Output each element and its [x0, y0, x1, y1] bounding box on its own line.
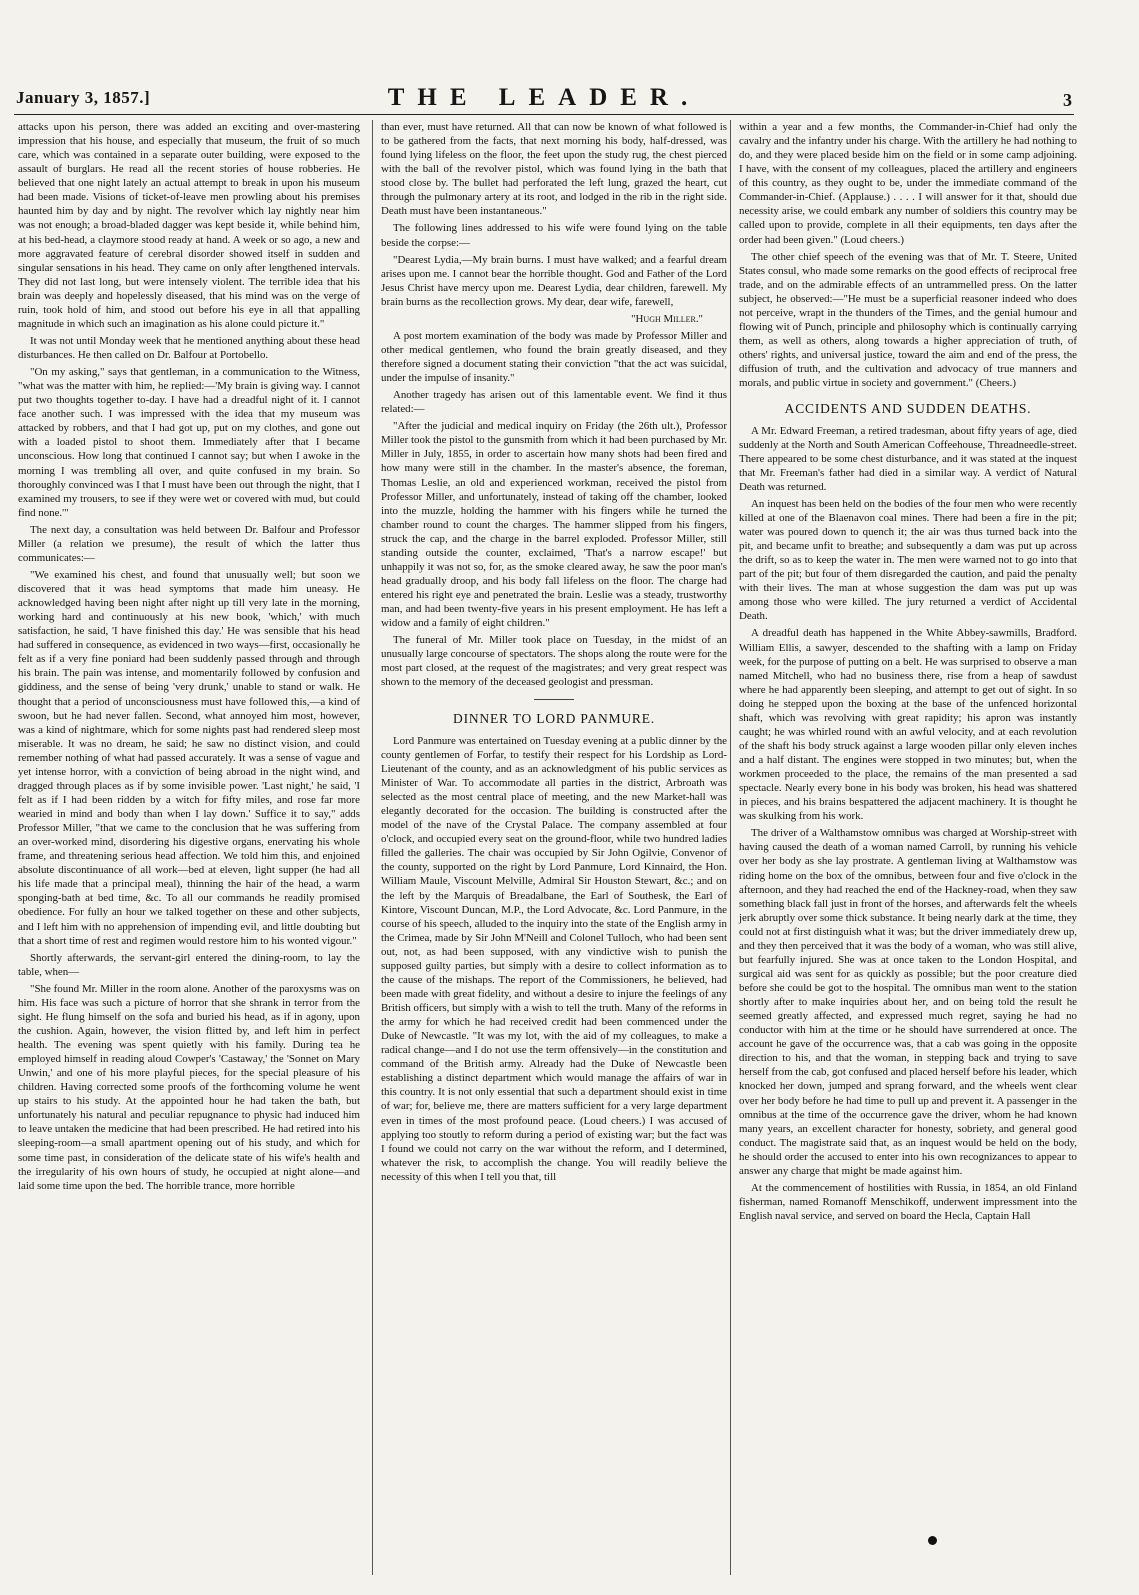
column-2 — [372, 120, 727, 1575]
paragraph: within a year and a few months, the Commander-in-Chief had only the cavalry and the infantry under his charge. With the artillery he had nothing to do, and they were placed beside him on the field or in some camp adjoining. I have, with the consent of my colleagues, placed the artillery and engineers of this country, as they ought to be, under the immediate command of the Commander-in-Chief. (Applause.) . . . . I will answer for it that, should due necessity arise, we could embark any number of soldiers this country may be called upon to provide, complete in all their equipments, ten days after the order had been given." (Loud cheers.) — [739, 121, 1077, 246]
paragraph: Lord Panmure was entertained on Tuesday evening at a public dinner by the county gentlemen of Forfar, to testify their respect for his Lordship as Lord-Lieutenant of the county, and as an acknowledgment of his public services as Minister of War. To accommodate all parties in the district, Arbroath was selected as the most central place of meeting, and the new Market-hall was elegantly decorated for the occasion. The building is constructed after the model of the nave of the Crystal Palace. The company assembled at four o'clock, and occupied every seat on the ground-floor, while two hundred ladies filled the galleries. The chair was occupied by Sir John Ogilvie, Convenor of the county, supported on the right by Lord Panmure, Lord Kinnaird, the Hon. William Maule, Viscount Melville, Admiral Sir Houston Stewart, &c.; and on the left by the Marquis of Breadalbane, the Earl of Southesk, the Earl of Kintore, Viscount Duncan, M.P., the Lord Advocate, &c. Lord Panmure, in the course of his speech, alluded to the inquiry into the state of the English army in the Crimea, made by Sir John M'Neill and Colonel Tulloch, who had been sent out, not, as had been supposed, with any vindictive wish to punish the supposed guilty parties, but simply with a desire to collect information as to the cause of the mishaps. The report of the Commissioners, he believed, had been made with great fidelity, and without a desire to injure the feelings of any British officers, but simply with a wish to tell the truth. Many of the reforms in the army for which he had received credit had been commenced under the Duke of Newcastle. "It was my lot, with the aid of my colleagues, to make a radical change—and I do not use the term offensively—in the constitution and command of the British army. Already had the Duke of Newcastle been establishing a distinct department which would manage the affairs of war in this country. It is not only essential that such a department should exist in time of war; for, believe me, there are matters sufficient for a very large department even in times of the most profound peace. (Loud cheers.) I was accused of applying too stoutly to reform during a period of existing war; but the fact was I found we could not carry on the war without the reform, and I determined, whatever the risk, to accomplish the change. You will readily believe the necessity of this when I tell you that, till — [381, 734, 727, 1183]
paragraph: The following lines addressed to his wife were found lying on the table beside the corpse:— — [381, 222, 727, 249]
paragraph: The other chief speech of the evening was that of Mr. T. Steere, United States consul, who made some remarks on the good effects of reciprocal free trade, and on the admirable effects of an untrammelled press. On the latter subject, he observed:—"He must be a superficial reasoner indeed who does not perceive, wrapt in the thunders of the Times, and the genial humour and flowing wit of Punch, principle and philosophy which is continually carrying them, as well as others, along towards a higher appreciation of truth, of others' rights, and universal justice, toward the aim and end of the press, the diffusion of truth, and the cultivation and advocacy of true manners and morals, and public virtue in society and government." (Cheers.) — [739, 250, 1077, 390]
masthead-title: THE LEADER. — [387, 84, 701, 111]
paragraph: At the commencement of hostilities with Russia, in 1854, an old Finland fisherman, named Romanoff Menschikoff, underwent impressment into the English naval service, and served on board the Hecla, Captain Hall — [739, 1181, 1077, 1223]
column-3 — [730, 120, 1077, 1575]
paragraph: The next day, a consultation was held between Dr. Balfour and Professor Miller (a relation we presume), the result of which the latter thus communicates:— — [18, 523, 360, 564]
paragraph: "On my asking," says that gentleman, in a communication to the Witness, "what was the matter with him, he replied:—'My brain is giving way. I cannot put two thoughts together to-day. I have had a dreadful night of it. I cannot face another such. I was impressed with the idea that my museum was attacked by robbers, and that I had got up, put on my clothes, and gone out with a loaded pistol to shoot them. Immediately after that I became unconscious. How long that continued I cannot say; but when I awoke in the morning I was trembling all over, and quite confused in my brain. So thoroughly convinced was I that I must have been out through the night, that I examined my trousers, to see if they were wet or covered with mud, but could find none.'" — [18, 366, 360, 519]
paragraph: than ever, must have returned. All that can now be known of what followed is to be gathered from the facts, that next morning his body, half-dressed, was found lying lifeless on the floor, the feet upon the study rug, the chest pierced with the ball of the revolver pistol, which was found lying in the bath that stood close by. The bullet had perforated the left lung, grazed the heart, cut through the pulmonary artery at its root, and lodged in the rib in the right side. Death must have been instantaneous." — [381, 121, 727, 218]
paragraph: The funeral of Mr. Miller took place on Tuesday, in the midst of an unusually large concourse of spectators. The shops along the route were for the most part closed, at the request of the magistrates; and very great respect was shown to the memory of the deceased geologist and pressman. — [381, 634, 727, 689]
letter-signature: "Hugh Miller." — [631, 312, 703, 325]
paragraph: A Mr. Edward Freeman, a retired tradesman, about fifty years of age, died suddenly at the North and South American Coffeehouse, Threadneedle-street. There appeared to be some chest disturbance, and it was stated at the inquest that Mr. Freeman's father had died in a similar way. A verdict of Natural Death was returned. — [739, 424, 1077, 493]
paragraph: A post mortem examination of the body was made by Professor Miller and other medical gentlemen, who found the brain greatly diseased, and they therefore signed a document stating their conviction "that the act was suicidal, under the impulse of insanity." — [381, 329, 727, 385]
paragraph: "She found Mr. Miller in the room alone. Another of the paroxysms was on him. His face was such a picture of horror that she shrank in terror from the sight. He flung himself on the sofa and buried his head, as if in agony, upon the cushion. Again, however, the vision flitted by, and left him in perfect health. The evening was spent quietly with his family. During tea he employed himself in reading aloud Cowper's 'Castaway,' the 'Sonnet on Mary Unwin,' and one of his more playful pieces, for the special pleasure of his children. Having corrected some proofs of the forthcoming volume he went up stairs to his study. At the appointed hour he had taken the bath, but unfortunately his natural and peculiar repugnance to physic had induced him to leave untaken the medicine that had been prescribed. He had retired into his sleeping-room—a small apartment opening out of his study, and which for some time past, in consideration of the delicate state of his wife's health and the irregularity of his own hours of study, he occupied at night alone—and laid some time upon the bed. The horrible trance, more horrible — [18, 982, 360, 1192]
ink-dot-mark — [928, 1536, 937, 1545]
paragraph: An inquest has been held on the bodies of the four men who were recently killed at one of the Blaenavon coal mines. There had been a fire in the pit; water was poured down to quench it; the air was thus turned back into the pit, and became unfit to breathe; and subsequently a dam was put up across the drift, so as to keep the water in. The men were warned not to go into that part of the pit; but four of them disregarded the caution, and paid the penalty with their lives. The man at whose suggestion the dam was put up was among those who were killed. The jury returned a verdict of Accidental Death. — [739, 497, 1077, 623]
paragraph: "We examined his chest, and found that unusually well; but soon we discovered that it was head symptoms that made him uneasy. He acknowledged having been night after night up till very late in the morning, working hard and continuously at his new book, 'which,' with much satisfaction, he said, 'I have finished this day.' He was sensible that his head had suffered in consequence, as evidenced in two ways—first, occasionally he felt as if a very fine poniard had been suddenly passed through and through his brain. The pain was intense, and momentarily followed by confusion and giddiness, and the sense of being 'very drunk,' unable to stand or walk. He thought that a period of unconsciousness must have followed this,—a kind of swoon, but he had never fallen. Second, what annoyed him most, however, was a kind of nightmare, which for some nights past had rendered sleep most miserable. It was no dream, he said; he saw no distinct vision, and could remember nothing of what had passed accurately. It was a sense of vague and yet intense horror, with a conviction of being abroad in the night wind, and dragged through places as if by some invisible power. 'Last night,' he said, 'I felt as if I had been ridden by a witch for fifty miles, and rose far more wearied in mind and body than when I lay down.' Suffice it to say," adds Professor Miller, "that we came to the conclusion that he was suffering from an over-worked mind, disordering his digestive organs, enervating his whole frame, and threatening serious head affection. We told him this, and enjoined absolute discontinuance of all work—bed at eleven, light supper (he had all his life made that a principal meal), thinning the hair of the head, a warm sponging-bath at bed time, &c. To all our commands he readily promised obedience. For fully an hour we talked together on these and other subjects, and I left him with no apprehension of impending evil, and little doubting but that a short time of rest and regimen would restore him to his wonted vigour." — [18, 568, 360, 947]
paragraph: Shortly afterwards, the servant-girl entered the dining-room, to lay the table, when— — [18, 951, 360, 978]
issue-date: January 3, 1857.] — [16, 88, 151, 107]
page-number: 3 — [1063, 90, 1072, 110]
section-divider — [534, 699, 574, 700]
paragraph: A dreadful death has happened in the White Abbey-sawmills, Bradford. William Ellis, a sawyer, descended to the shafting with a lamp on Friday week, for the purpose of putting on a belt. He was surprised to observe a man named Mitchell, who had no business there, rise from a heap of sawdust where he had apparently been sleeping, and attempt to get out of sight. In so doing he stepped upon the boxing at the base of the unfenced horizontal shaft, which was revolving with great rapidity; his apron was instantly caught; he was whirled round with an awful velocity, and at each revolution of the shaft his body struck against a large wooden pillar only eleven inches and a half distant. The engines were stopped in two minutes; but, when the workmen proceeded to the place, the remains of the man presented a sad spectacle. Nearly every bone in his body was broken, his head was shattered in pieces, and his brains bespattered the adjacent machinery. It is thought he was skulking from his work. — [739, 627, 1077, 823]
paragraph: It was not until Monday week that he mentioned anything about these head disturbances. He then called on Dr. Balfour at Portobello. — [18, 334, 360, 361]
article-heading: ACCIDENTS AND SUDDEN DEATHS. — [784, 401, 1032, 417]
paragraph: attacks upon his person, there was added an exciting and over-mastering impression that his house, and especially that museum, the fruit of so much care, which was contained in a separate outer building, were exposed to the assault of burglars. He read all the recent stories of house robberies. He believed that one night lately an actual attempt to break in upon his museum had been made. Visions of ticket-of-leave men prowling about his premises haunted him by day and by night. The revolver which lay nightly near him was not enough; a broad-bladed dagger was kept beside it, while behind him, at his bed-head, a claymore stood ready at hand. A week or so ago, a new and more aggravated feature of cerebral disorder showed itself in sudden and singular sensations in his head. They came on only after lengthened intervals. They did not last long, but were intensely violent. The terrible idea that his brain was deeply and hopelessly diseased, that his mind was on the verge of ruin, took hold of him, and stood out before his eye in all that appalling magnitude in which such an imagination as his alone could picture it." — [18, 121, 360, 330]
paragraph: "After the judicial and medical inquiry on Friday (the 26th ult.), Professor Miller took the pistol to the gunsmith from which it had been purchased by Mr. Miller in July, 1855, in order to ascertain how many shots had been fired and how many were still in the chamber. In the master's absence, the foreman, Thomas Leslie, an old and experienced workman, received the pistol from Professor Miller, and unfortunately, instead of taking off the chamber, looked into the muzzle, holding the hammer with his fingers while he turned the chamber round to count the charges. The hammer slipped from his fingers, struck the cap, and the charge in the barrel exploded. Professor Miller, still standing outside the counter, exclaimed, 'That's a narrow escape!' but unhappily it was not so, for, as the smoke cleared away, he saw the poor man's head gradually droop, and his body fall lifeless on the floor. The charge had entered his right eye and penetrated the brain. Leslie was a steady, trustworthy man, and had been twenty-five years in his present employment. He has left a widow and a family of eight children." — [381, 420, 727, 630]
page-header — [14, 86, 1074, 115]
article-heading: DINNER TO LORD PANMURE. — [453, 711, 655, 727]
letter-text: "Dearest Lydia,—My brain burns. I must have walked; and a fearful dream arises upon me. I cannot bear the horrible thought. God and Father of the Lord Jesus Christ have mercy upon me. Dearest Lydia, dear children, farewell. My brain burns as the recollection grows. My dear, dear wife, farewell, — [381, 253, 727, 308]
column-1 — [18, 120, 360, 1575]
paragraph: Another tragedy has arisen out of this lamentable event. We find it thus related:— — [381, 389, 727, 416]
paragraph: The driver of a Walthamstow omnibus was charged at Worship-street with having caused the death of a woman named Carroll, by running his vehicle over her body as she lay prostrate. A gentleman living at Walthamstow was riding home on the box of the omnibus, between four and five o'clock in the afternoon, and they had reached the end of the Hackney-road, when they saw something black fall just in front of the horses, and afterwards felt the wheels jerk abruptly over some thick substance. It being nearly dark at the time, they could not at first distinguish what it was; but the driver immediately drew up, and they then perceived that it was the body of a woman, who was still alive, but fearfully injured. She was at once taken to the London Hospital, and surgical aid was sent for as quickly as possible; but the poor creature died before she could be got to the hospital. The omnibus man went to the station shortly after to make inquiries about her, and on being told the result he seemed greatly affected, and expressed much regret, saying he had no conductor with him at the time or he should have surrendered at once. The account he gave of the occurrence was, that a cab was going in the opposite direction to his, and that the woman, in stepping back and trying to save herself from the cab, got confused and placed herself before his leader, which knocked her down, jumped and sprang forward, and the wheels went clear over her body before he had time to pull up and prevent it. A passenger in the omnibus at the time of the occurrence gave the driver, whom he had known many years, an excellent character for honesty, sobriety, and general good conduct. The magistrate said that, as an inquest would be held on the body, he should order the accused to enter into his own recognizances to appear to answer any charge that might be made against him. — [739, 827, 1077, 1177]
